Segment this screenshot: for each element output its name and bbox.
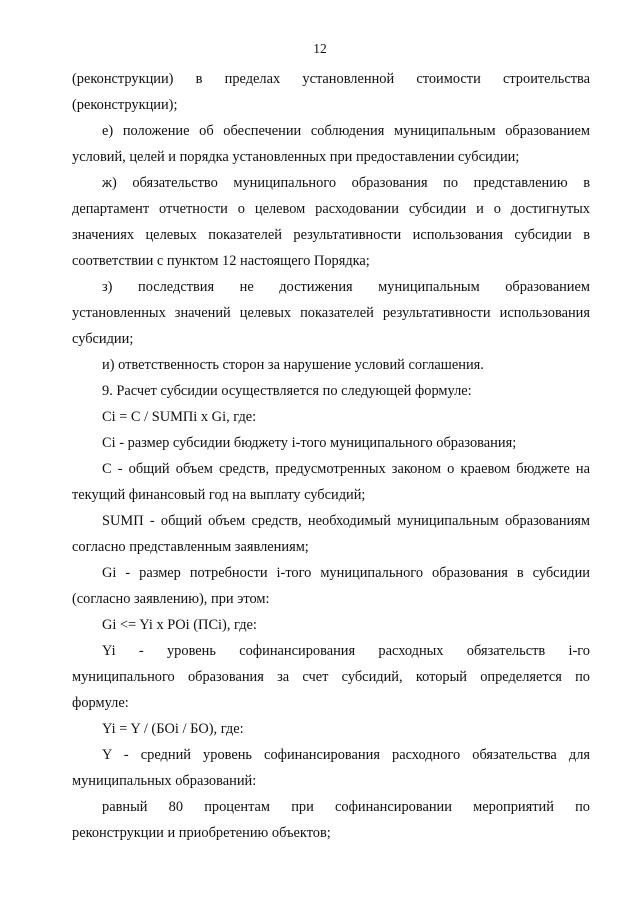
text-line: установленных значений целевых показателей результативности использования xyxy=(72,305,590,321)
text-line: соответствии с пунктом 12 настоящего Порядка; xyxy=(72,253,370,269)
paragraph-z-line: з) последствия не достижения муниципальным образованием xyxy=(102,279,590,295)
page-number: 12 xyxy=(313,41,327,56)
text-line: условий, целей и порядка установленных при предоставлении субсидии; xyxy=(72,149,520,165)
formula-ci: Ci = C / SUMПi x Gi, где: xyxy=(102,409,257,425)
paragraph-i-line: и) ответственность сторон за нарушение условий соглашения. xyxy=(102,357,484,373)
text-line: субсидии; xyxy=(72,331,134,347)
definition-y-line: Y - средний уровень софинансирования расходного обязательства для xyxy=(102,747,590,763)
text-line: реконструкции и приобретению объектов; xyxy=(72,825,331,841)
text-line: согласно представленным заявлениям; xyxy=(72,539,309,555)
document-body xyxy=(72,66,590,846)
section-9-heading: 9. Расчет субсидии осуществляется по следующей формуле: xyxy=(102,383,472,399)
text-line: муниципальных образований: xyxy=(72,773,257,789)
text-line: (согласно заявлению), при этом: xyxy=(72,591,270,607)
definition-yi-line: Yi - уровень софинансирования расходных обязательств i-го xyxy=(102,643,590,659)
text-line: департамент отчетности о целевом расходовании субсидии и о достигнутых xyxy=(72,201,590,217)
definition-gi-line: Gi - размер потребности i-того муниципального образования в субсидии xyxy=(102,565,590,581)
paragraph-zh-line: ж) обязательство муниципального образования по представлению в xyxy=(102,175,590,191)
definition-sump-line: SUMП - общий объем средств, необходимый муниципальным образованиям xyxy=(102,513,590,529)
text-line: (реконструкции); xyxy=(72,97,178,113)
definition-c-line: C - общий объем средств, предусмотренных законом о краевом бюджете на xyxy=(102,461,590,477)
rate-80-line: равный 80 процентам при софинансировании мероприятий по xyxy=(102,799,590,815)
definition-ci: Ci - размер субсидии бюджету i-того муниципального образования; xyxy=(102,435,517,451)
text-line: муниципального образования за счет субсидий, который определяется по xyxy=(72,669,590,685)
text-line: текущий финансовый год на выплату субсидий; xyxy=(72,487,366,503)
formula-gi: Gi <= Yi x POi (ПСi), где: xyxy=(102,617,257,633)
text-line: значениях целевых показателей результативности использования субсидии в xyxy=(72,227,590,243)
paragraph-e-line: е) положение об обеспечении соблюдения муниципальным образованием xyxy=(102,123,590,139)
text-line: (реконструкции) в пределах установленной стоимости строительства xyxy=(72,71,590,87)
formula-yi: Yi = Y / (БOi / БO), где: xyxy=(102,721,244,737)
text-line: формуле: xyxy=(72,695,129,711)
